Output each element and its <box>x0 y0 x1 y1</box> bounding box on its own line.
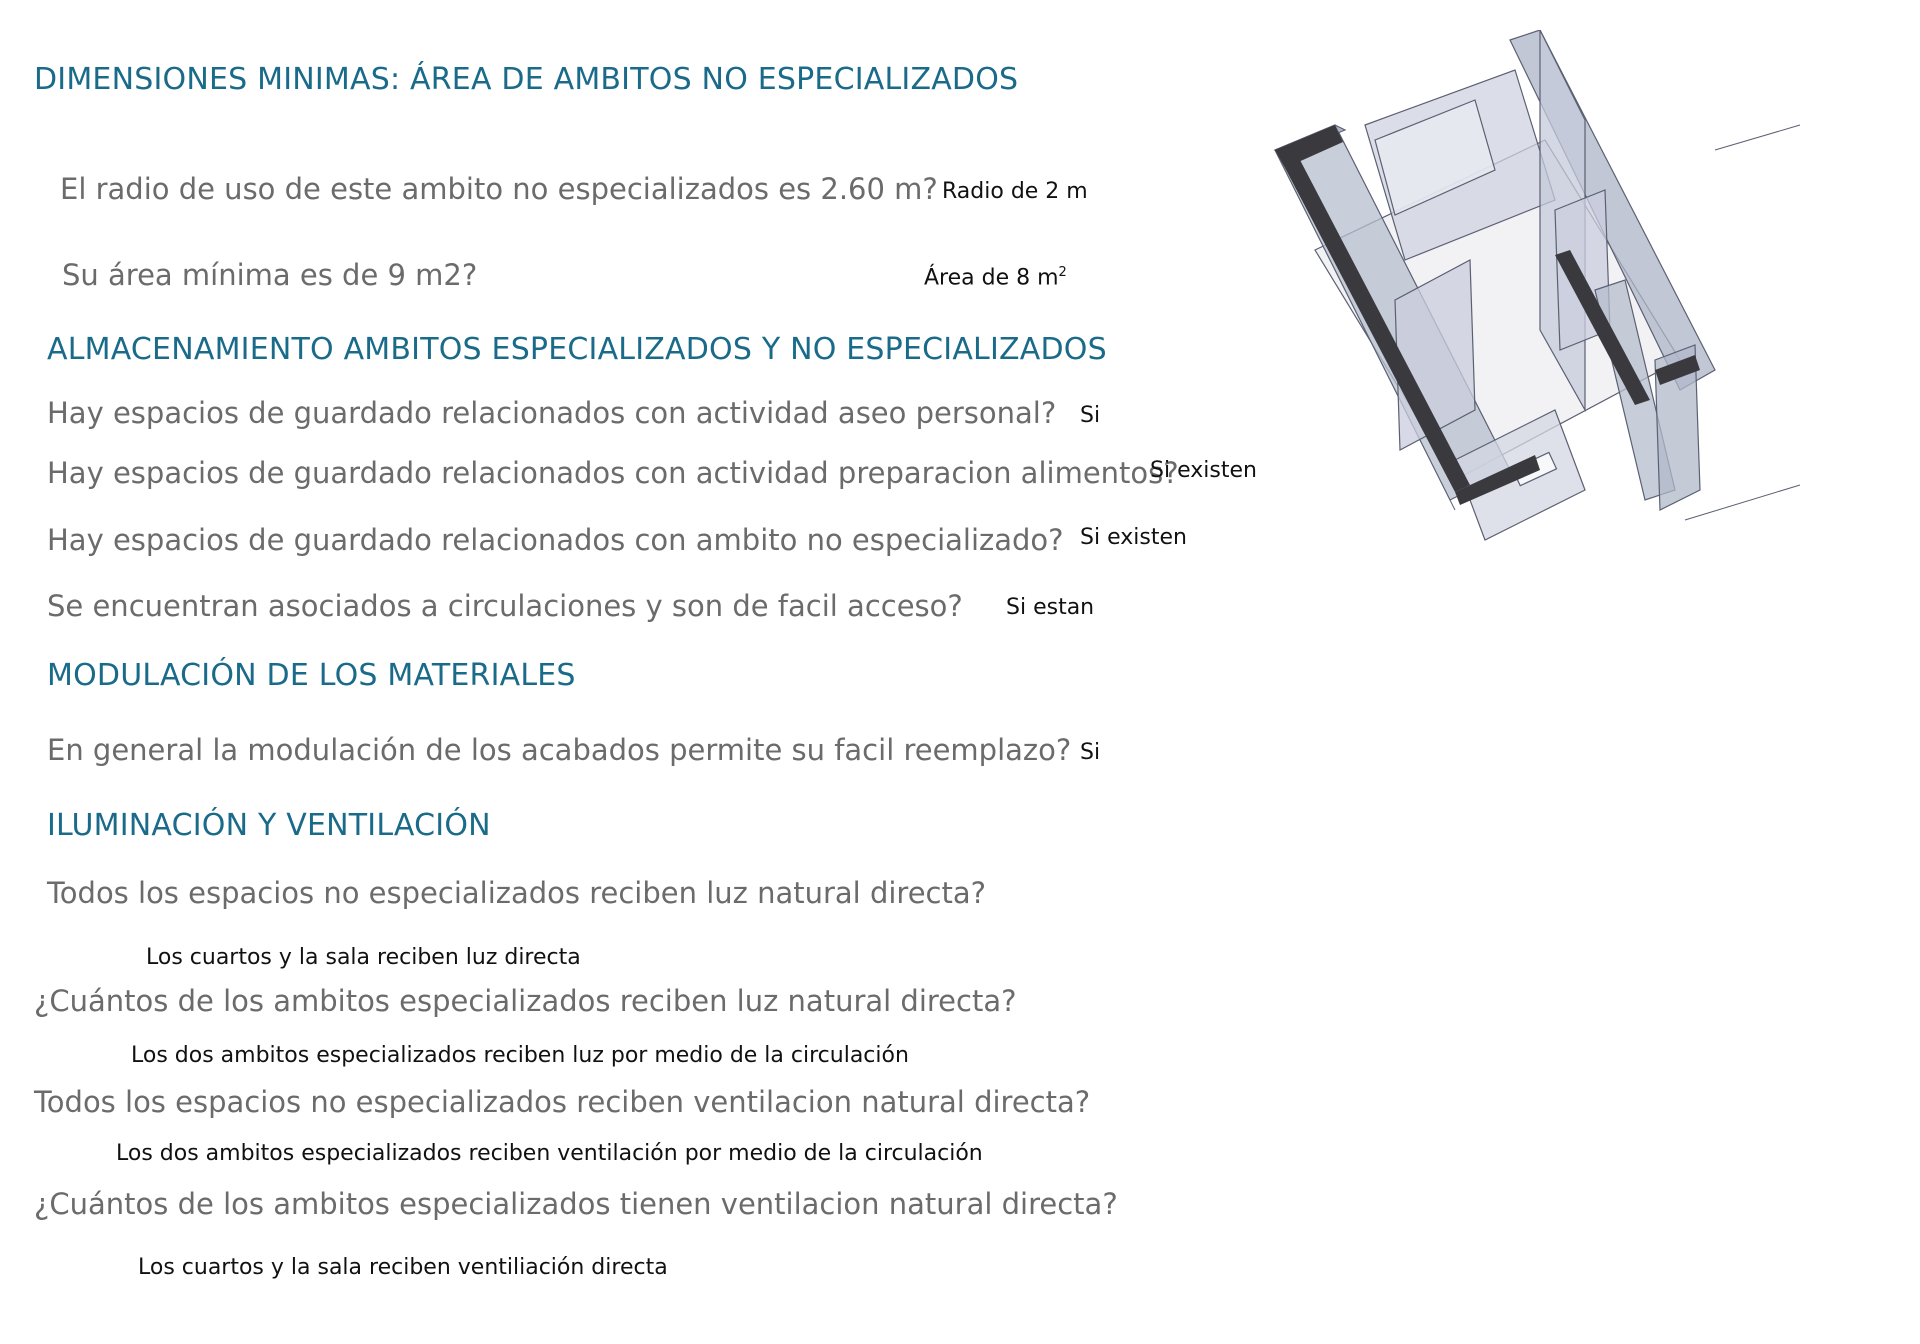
answer-area-base: Área de 8 m <box>924 265 1059 291</box>
question-aseo-personal: Hay espacios de guardado relacionados con actividad aseo personal? <box>47 396 1057 430</box>
question-radio-uso: El radio de uso de este ambito no especializados es 2.60 m? <box>60 172 938 206</box>
answer-ventilacion-no-especializados: Los dos ambitos especializados reciben ventilación por medio de la circulación <box>116 1141 983 1166</box>
question-ambito-no-especializado: Hay espacios de guardado relacionados con ambito no especializado? <box>47 523 1064 557</box>
question-luz-especializados: ¿Cuántos de los ambitos especializados reciben luz natural directa? <box>34 984 1017 1018</box>
answer-area-minima <box>924 265 1067 290</box>
answer-area-exponent: 2 <box>1058 265 1067 280</box>
answer-ventilacion-especializados: Los cuartos y la sala reciben ventiliación directa <box>138 1255 668 1280</box>
question-ventilacion-no-especializados: Todos los espacios no especializados reciben ventilacion natural directa? <box>34 1085 1091 1119</box>
answer-ambito-no-especializado: Si existen <box>1080 525 1187 550</box>
answer-luz-especializados: Los dos ambitos especializados reciben luz por medio de la circulación <box>131 1043 909 1068</box>
answer-circulaciones: Si estan <box>1006 595 1095 620</box>
heading-almacenamiento: ALMACENAMIENTO AMBITOS ESPECIALIZADOS Y NO ESPECIALIZADOS <box>47 332 1107 367</box>
answer-radio-uso: Radio de 2 m <box>942 179 1088 204</box>
answer-luz-no-especializados: Los cuartos y la sala reciben luz directa <box>146 945 581 970</box>
answer-modulacion-acabados: Si <box>1080 740 1101 765</box>
question-area-minima: Su área mínima es de 9 m2? <box>62 258 478 292</box>
heading-modulacion: MODULACIÓN DE LOS MATERIALES <box>47 658 576 693</box>
outline-line-2 <box>1685 485 1800 520</box>
apartment-axonometric-illustration <box>1255 30 1835 630</box>
question-ventilacion-especializados: ¿Cuántos de los ambitos especializados tienen ventilacion natural directa? <box>34 1187 1118 1221</box>
answer-preparacion-alimentos: Si existen <box>1150 458 1257 483</box>
question-preparacion-alimentos: Hay espacios de guardado relacionados con actividad preparacion alimentos? <box>47 456 1179 490</box>
answer-aseo-personal: Si <box>1080 403 1101 428</box>
heading-dimensiones: DIMENSIONES MINIMAS: ÁREA DE AMBITOS NO ESPECIALIZADOS <box>34 62 1019 97</box>
question-circulaciones: Se encuentran asociados a circulaciones y son de facil acceso? <box>47 589 963 623</box>
question-modulacion-acabados: En general la modulación de los acabados permite su facil reemplazo? <box>47 733 1072 767</box>
question-luz-no-especializados: Todos los espacios no especializados reciben luz natural directa? <box>47 876 987 910</box>
heading-iluminacion: ILUMINACIÓN Y VENTILACIÓN <box>47 808 491 843</box>
outline-line-1 <box>1715 125 1800 150</box>
outline-line-3 <box>1450 500 1455 510</box>
